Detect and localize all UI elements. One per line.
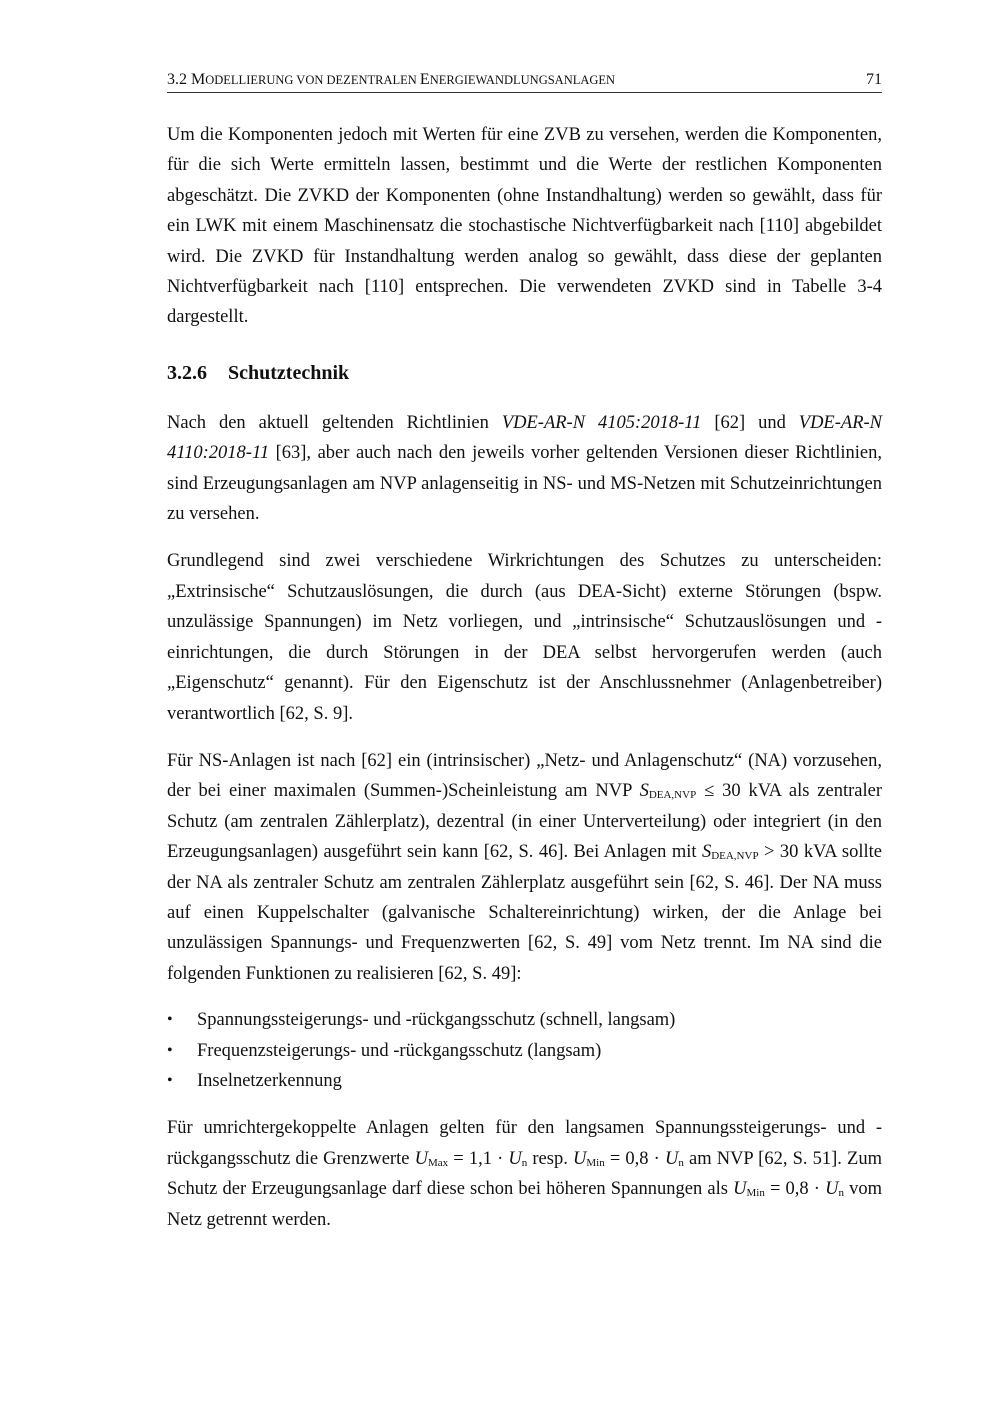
list-item-text: Spannungssteigerungs- und -rückgangsschutz (schnell, langsam) bbox=[197, 1010, 676, 1031]
section-number: 3.2.6 bbox=[167, 361, 207, 384]
list-item bbox=[167, 1005, 882, 1035]
text-run: resp. bbox=[527, 1148, 573, 1169]
text-run: am NVP [62, S. 51]. Zum Schutz der Erzeugungsanlage darf diese schon bei höheren Spannungen als bbox=[167, 1148, 882, 1200]
symbol-u: U bbox=[733, 1179, 747, 1200]
text-run: Nach den aktuell geltenden Richtlinien bbox=[167, 412, 502, 433]
paragraph-limits bbox=[167, 1113, 882, 1235]
running-header bbox=[167, 70, 882, 93]
list-item bbox=[167, 1066, 882, 1096]
text-run: = 1,1 · bbox=[448, 1148, 509, 1169]
symbol-u: U bbox=[414, 1148, 428, 1169]
symbol-subscript: Max bbox=[427, 1156, 449, 1169]
page-number: 71 bbox=[866, 71, 882, 88]
text-run: vom Netz getrennt werden. bbox=[167, 1179, 882, 1230]
bullet-marker: • bbox=[167, 1071, 173, 1089]
text-run: = 0,8 · bbox=[764, 1179, 826, 1200]
symbol-s: S bbox=[701, 842, 712, 863]
guideline-citation: VDE-AR-N 4105:2018-11 bbox=[501, 412, 702, 433]
text-run: [63], aber auch nach den jeweils vorher geltenden Versionen dieser Richtlinien, sind Erzeugungsanlagen am NVP anlagenseitig in NS- und MS-Netzen mit Schutzeinrichtungen zu versehen. bbox=[167, 443, 882, 525]
bullet-marker: • bbox=[167, 1011, 173, 1029]
symbol-subscript: n bbox=[838, 1187, 844, 1200]
text-run: Für umrichtergekoppelte Anlagen gelten für den langsamen Spannungssteigerungs- und -rückgangsschutz die Grenzwerte bbox=[167, 1118, 882, 1169]
header-title-cap: M bbox=[191, 71, 206, 88]
text-run: > 30 kVA sollte der NA als zentraler Schutz am zentralen Zählerplatz ausgeführt sein [62, S. 46]. Der NA muss auf einen Kuppelschalter (galvanische Schaltereinrichtung) wirken, der die Anlage bei unzulässigen Spannungs- und Frequenzwerten [62, S. 49] vom Netz trennt. Im NA sind die folgenden Funktionen zu realisieren [62, S. 49]: bbox=[167, 842, 882, 984]
section-heading bbox=[167, 358, 882, 388]
header-title-small: ODELLIERUNG VON DEZENTRALEN bbox=[205, 73, 420, 87]
guideline-citation: VDE-AR-N 4110:2018-11 bbox=[167, 412, 882, 464]
symbol-u: U bbox=[825, 1179, 839, 1200]
text-run: Für NS-Anlagen ist nach [62] ein (intrinsischer) „Netz- und Anlagenschutz“ (NA) vorzusehen, der bei einer maximalen (Summen-)Scheinleistung am NVP bbox=[167, 750, 882, 802]
text-run: [62] und bbox=[701, 412, 799, 433]
header-section-number: 3.2 bbox=[167, 71, 191, 88]
paragraph-na-protection bbox=[167, 746, 882, 989]
header-title-small: NERGIEWANDLUNGSANLAGEN bbox=[429, 73, 616, 87]
text-run: ≤ 30 kVA als zentraler Schutz (am zentralen Zählerplatz), dezentral (in einer Unterverteilung) oder integriert (in den Erzeugungsanlagen) ausgeführt sein kann [62, S. 46]. Bei Anlagen mit bbox=[167, 781, 882, 863]
list-item-text: Frequenzsteigerungs- und -rückgangsschutz (langsam) bbox=[197, 1040, 602, 1061]
paragraph-guidelines bbox=[167, 408, 882, 530]
symbol-subscript: n bbox=[521, 1156, 528, 1169]
running-header-title bbox=[167, 70, 615, 90]
function-list bbox=[167, 1005, 882, 1096]
symbol-subscript: Min bbox=[586, 1156, 605, 1169]
bullet-marker: • bbox=[167, 1041, 173, 1059]
list-item bbox=[167, 1036, 882, 1066]
list-item-text: Inselnetzerkennung bbox=[197, 1070, 342, 1091]
body-content bbox=[167, 120, 882, 1235]
symbol-subscript: DEA,NVP bbox=[711, 850, 759, 863]
symbol-u: U bbox=[572, 1148, 587, 1169]
symbol-s: S bbox=[639, 781, 649, 802]
symbol-u: U bbox=[664, 1148, 679, 1169]
paragraph-zvkd: Um die Komponenten jedoch mit Werten für eine ZVB zu versehen, werden die Komponenten, für die sich Werte ermitteln lassen, bestimmt und die Werte der restlichen Komponenten abgeschätzt. Die ZVKD der Komponenten (ohne Instandhaltung) werden so gewählt, dass für ein LWK mit einem Maschinensatz die stochastische Nichtverfügbarkeit nach [110] abgebildet wird. Die ZVKD für Instandhaltung werden analog so gewählt, dass diese der geplanten Nichtverfügbarkeit nach [110] entsprechen. Die verwendeten ZVKD sind in Tabelle 3-4 dargestellt. bbox=[167, 125, 882, 328]
header-title-cap: E bbox=[419, 71, 430, 88]
symbol-subscript: DEA,NVP bbox=[648, 789, 697, 802]
section-title: Schutztechnik bbox=[228, 361, 350, 384]
text-run: = 0,8 · bbox=[604, 1148, 665, 1169]
symbol-subscript: Min bbox=[746, 1187, 765, 1200]
symbol-u: U bbox=[508, 1148, 522, 1169]
paragraph-protection-directions: Grundlegend sind zwei verschiedene Wirkrichtungen des Schutzes zu unterscheiden: „Extrinsische“ Schutzauslösungen, die durch (aus DEA-Sicht) externe Störungen (bspw. unzulässige Spannungen) im Netz vorliegen, und „intrinsische“ Schutzauslösungen und -einrichtungen, die durch Störungen in der DEA selbst hervorgerufen werden (auch „Eigenschutz“ genannt). Für den Eigenschutz ist der Anschlussnehmer (Anlagenbetreiber) verantwortlich [62, S. 9]. bbox=[167, 551, 882, 724]
symbol-subscript: n bbox=[678, 1156, 684, 1169]
